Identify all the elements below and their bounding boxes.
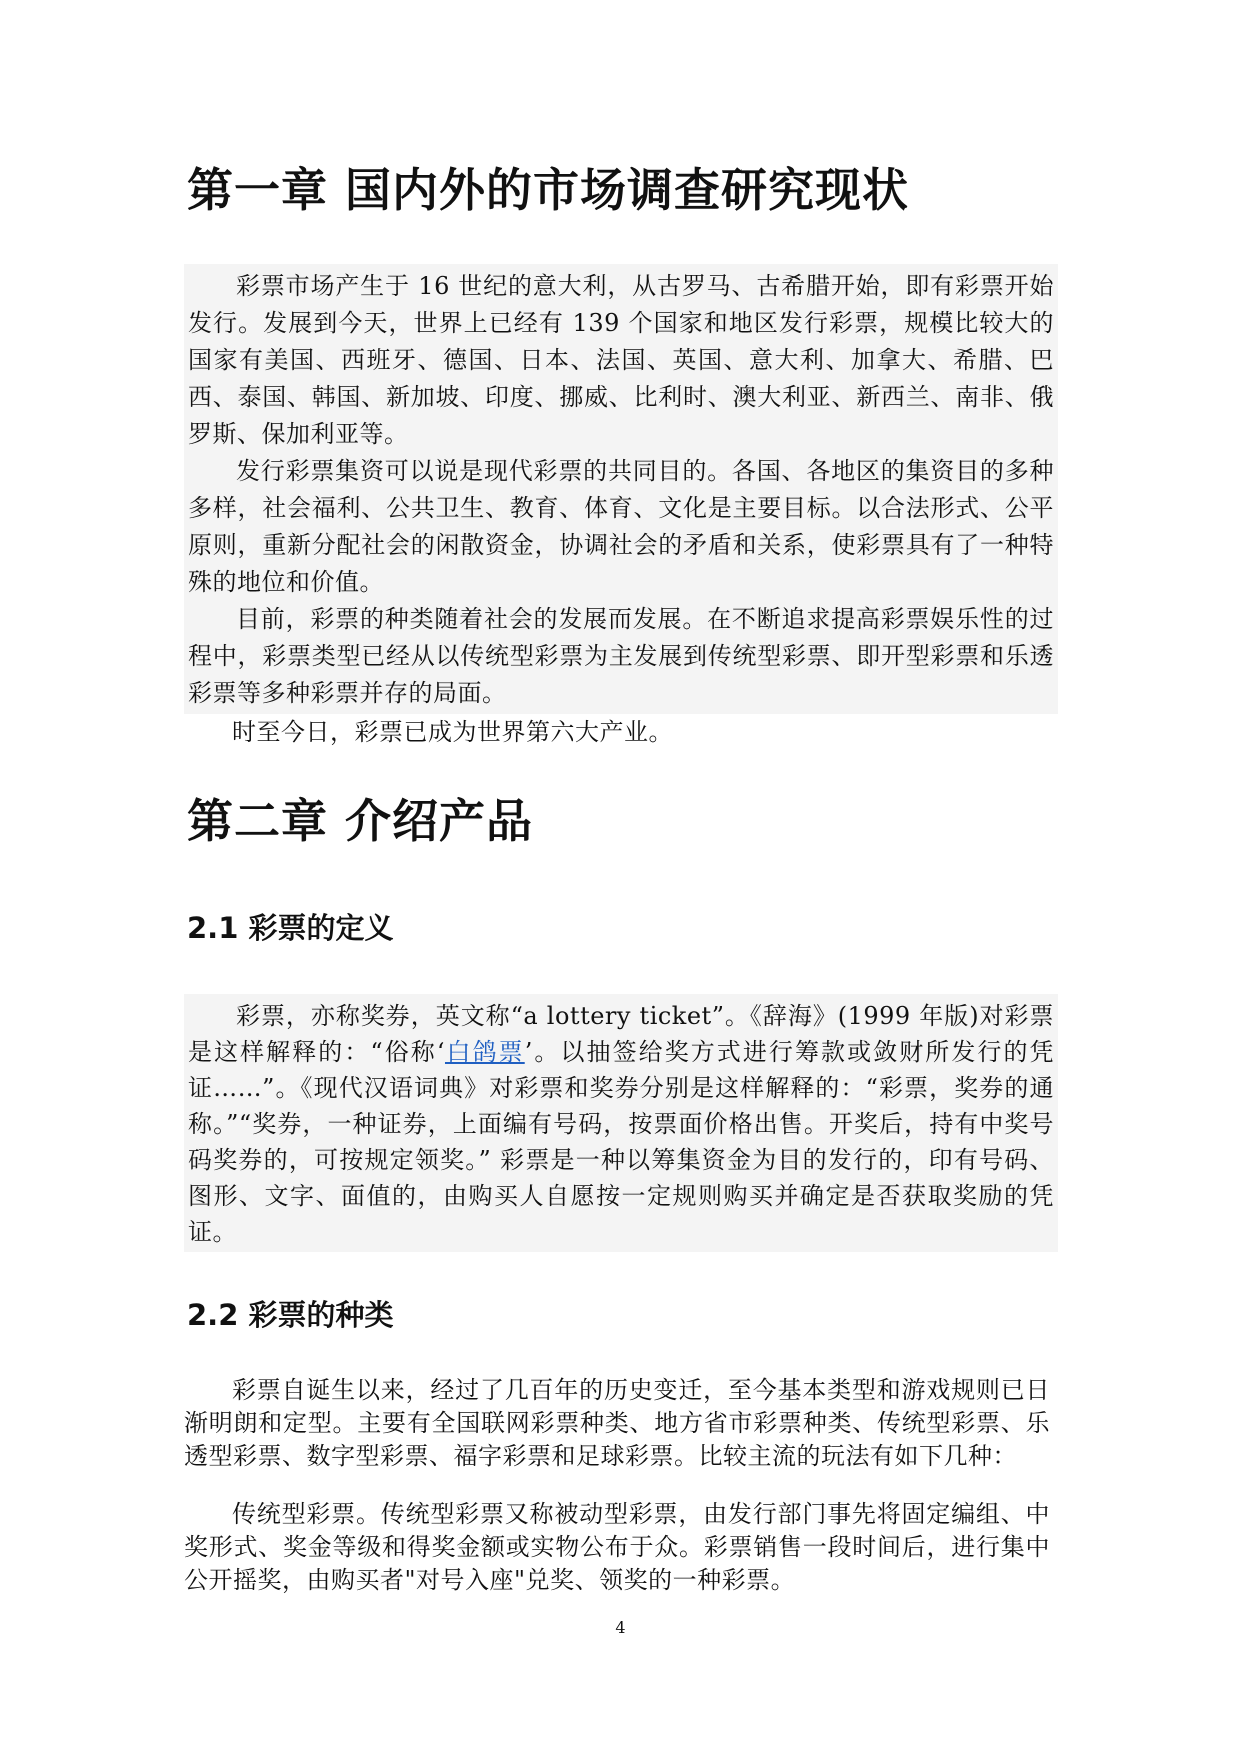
section-2-1-body <box>184 994 1058 1252</box>
section-2-2-paragraph-2-block <box>184 1498 1050 1597</box>
chapter-1-paragraph-1: 彩票市场产生于 16 世纪的意大利，从古罗马、古希腊开始，即有彩票开始发行。发展到今天，世界上已经有 139 个国家和地区发行彩票，规模比较大的国家有美国、西班牙、德国、日本、法国、英国、意大利、加拿大、希腊、巴西、泰国、韩国、新加坡、印度、挪威、比利时、澳大利亚、新西兰、南非、俄罗斯、保加利亚等。 <box>188 272 1054 448</box>
definition-text-start: 彩票，亦称奖券，英文称“a lottery ticket”。《辞海》(1999 年版)对彩票是这样解释的：“俗称‘ <box>188 1002 1054 1066</box>
page-number: 4 <box>615 1618 626 1637</box>
section-2-2-paragraph-1-block <box>184 1374 1050 1473</box>
chapter-1-body <box>184 264 1058 714</box>
section-2-2-paragraph-2: 传统型彩票。传统型彩票又称被动型彩票，由发行部门事先将固定编组、中奖形式、奖金等级和得奖金额或实物公布于众。彩票销售一段时间后，进行集中公开摇奖，由购买者"对号入座"兑奖、领奖的一种彩票。 <box>184 1500 1050 1594</box>
definition-text-end: ’。以抽签给奖方式进行筹款或敛财所发行的凭证……”。《现代汉语词典》对彩票和奖券分别是这样解释的：“彩票，奖券的通称。”“奖券，一种证券，上面编有号码，按票面价格出售。开奖后，持有中奖号码奖券的，可按规定领奖。” 彩票是一种以筹集资金为目的发行的，印有号码、图形、文字、面值的，由购买人自愿按一定规则购买并确定是否获取奖励的凭证。 <box>188 1038 1054 1246</box>
section-2-2-paragraph-1: 彩票自诞生以来，经过了几百年的历史变迁，至今基本类型和游戏规则已日渐明朗和定型。主要有全国联网彩票种类、地方省市彩票种类、传统型彩票、乐透型彩票、数字型彩票、福字彩票和足球彩票。比较主流的玩法有如下几种： <box>184 1376 1050 1470</box>
chapter-2-title: 第二章 介绍产品 <box>187 794 534 848</box>
chapter-1-title: 第一章 国内外的市场调查研究现状 <box>187 163 910 217</box>
chapter-1-paragraph-3: 目前，彩票的种类随着社会的发展而发展。在不断追求提高彩票娱乐性的过程中，彩票类型已经从以传统型彩票为主发展到传统型彩票、即开型彩票和乐透彩票等多种彩票并存的局面。 <box>188 605 1054 707</box>
section-2-1-heading: 2.1 彩票的定义 <box>187 911 394 945</box>
chapter-1-paragraph-2: 发行彩票集资可以说是现代彩票的共同目的。各国、各地区的集资目的多种多样，社会福利、公共卫生、教育、体育、文化是主要目标。以合法形式、公平原则，重新分配社会的闲散资金，协调社会的矛盾和关系，使彩票具有了一种特殊的地位和价值。 <box>188 457 1054 596</box>
baige-ticket-link[interactable]: 白鸽票 <box>444 1038 525 1066</box>
chapter-1-closing: 时至今日，彩票已成为世界第六大产业。 <box>232 718 673 746</box>
section-2-1-paragraph <box>188 998 1054 1250</box>
chapter-1-closing-block <box>184 714 1050 751</box>
section-2-2-heading: 2.2 彩票的种类 <box>187 1298 394 1332</box>
